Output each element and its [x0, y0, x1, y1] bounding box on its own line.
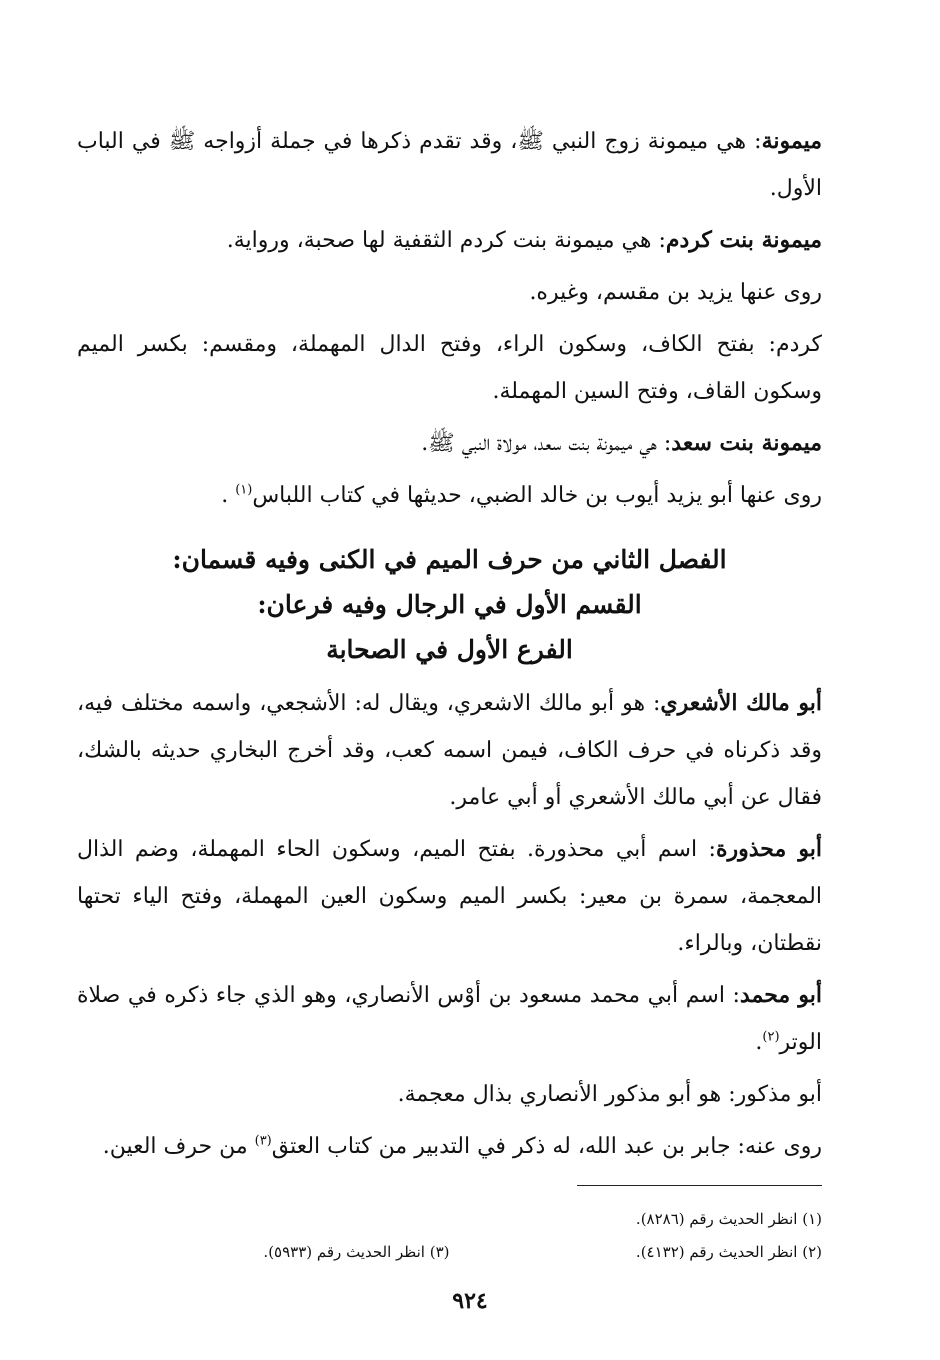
entry-text: : هو أبو مالك الاشعري، ويقال له: الأشجعي، واسمه مختلف فيه، وقد ذكرناه في حرف الكاف، فيمن اسمه كعب، وقد أخرج البخاري حديثه بالشك، فقال عن أبي مالك الأشعري أو أبي عامر.: [77, 691, 822, 810]
page-number: ٩٢٤: [452, 1288, 488, 1314]
narration-line: [77, 1123, 822, 1170]
entry-abu-malik: [77, 680, 822, 821]
footnote-marker: (١): [235, 482, 253, 498]
entry-text-tail: من حرف العين.: [102, 1134, 255, 1159]
entry-maymuna-bint-saad: [77, 420, 822, 467]
narration-line: [77, 472, 822, 519]
entry-term: ميمونة: [761, 128, 822, 154]
footnote-divider: [577, 1185, 822, 1186]
entry-abu-mahdhura: [77, 826, 822, 967]
entry-term: أبو محذورة: [715, 836, 822, 862]
footnote-row: [77, 1203, 822, 1236]
entry-term: أبو محمد: [739, 982, 823, 1008]
entry-text-tail: .: [221, 483, 236, 508]
entry-term: أبو مالك الأشعري: [660, 690, 822, 716]
section-heading: القسم الأول في الرجال وفيه فرعان:: [257, 590, 642, 619]
entry-maymuna: [77, 118, 822, 212]
footnote-row: [77, 1236, 822, 1269]
entry-maymuna-bint-kardam: [77, 217, 822, 264]
footnote-2: (٢) انظر الحديث رقم (٤١٣٢).: [635, 1243, 822, 1261]
entry-text: : هي ميمونة زوج النبي ﷺ، وقد تقدم ذكرها في جملة أزواجه ﷺ في الباب الأول.: [77, 129, 822, 201]
footnotes: [77, 1203, 822, 1269]
section-headings: [77, 537, 822, 672]
pronunciation-note: [77, 321, 822, 415]
footnote-3: (٣) انظر الحديث رقم (٥٩٣٣).: [263, 1243, 450, 1261]
footnote-marker: (٢): [762, 1029, 780, 1045]
entry-term: ميمونة بنت كردم: [665, 227, 822, 253]
entry-text: روى عنها يزيد بن مقسم، وغيره.: [529, 280, 822, 305]
entry-text: : اسم أبي محذورة. بفتح الميم، وسكون الحاء المهملة، وضم الذال المعجمة، سمرة بن معير: بكسر الميم وسكون العين المهملة، وفتح الياء تحتها نقطتان، وبالراء.: [77, 837, 822, 956]
entry-text: : اسم أبي محمد مسعود بن أوْس الأنصاري، وهو الذي جاء ذكره في صلاة الوتر: [77, 983, 822, 1055]
footnote-1: (١) انظر الحديث رقم (٨٢٨٦).: [635, 1210, 822, 1228]
entry-text: : هي ميمونة بنت كردم الثقفية لها صحبة، ورواية.: [226, 228, 666, 253]
page-body: [77, 118, 822, 1175]
entry-text: : هي ميمونة بنت سعد، مولاة النبي ﷺ.: [421, 431, 672, 456]
entry-text: روى عنها أبو يزيد أيوب بن خالد الضبي، حديثها في كتاب اللباس: [252, 483, 822, 508]
entry-abu-madhkur: [77, 1071, 822, 1118]
subsection-heading: الفرع الأول في الصحابة: [326, 635, 573, 664]
entry-text: أبو مذكور: هو أبو مذكور الأنصاري بذال معجمة.: [397, 1082, 822, 1107]
entry-text-tail: .: [755, 1030, 763, 1055]
entry-abu-muhammad: [77, 972, 822, 1066]
entry-text: كردم: بفتح الكاف، وسكون الراء، وفتح الدال المهملة، ومقسم: بكسر الميم وسكون القاف، وفتح السين المهملة.: [77, 332, 822, 404]
entry-text: روى عنه: جابر بن عبد الله، له ذكر في التدبير من كتاب العتق: [271, 1134, 822, 1159]
chapter-heading: الفصل الثاني من حرف الميم في الكنى وفيه قسمان:: [172, 545, 727, 574]
footnote-marker: (٣): [254, 1133, 272, 1149]
narration-line: [77, 269, 822, 316]
entry-term: ميمونة بنت سعد: [671, 430, 822, 456]
